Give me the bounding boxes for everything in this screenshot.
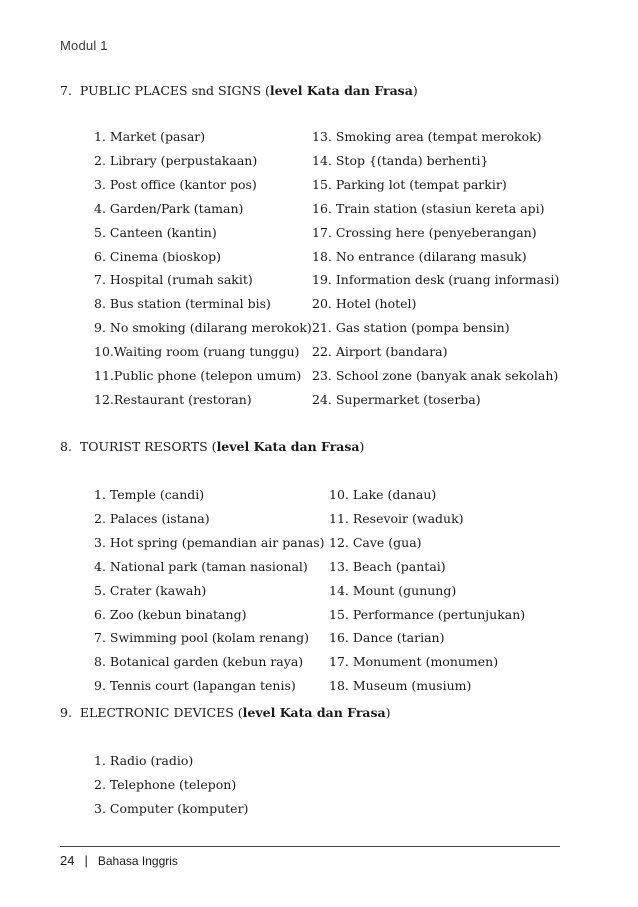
list-item: 7. Hospital (rumah sakit)	[94, 272, 253, 288]
list-item: 10.Waiting room (ruang tunggu)	[94, 344, 300, 360]
book-title: Bahasa Inggris	[97, 854, 178, 868]
list-item: 14. Stop {(tanda) berhenti}	[312, 152, 489, 168]
section-title-close: )	[385, 705, 391, 720]
footer-separator: |	[84, 853, 88, 868]
list-item: 16. Train station (stasiun kereta api)	[312, 200, 545, 216]
list-item: 22. Airport (bandara)	[312, 344, 448, 360]
list-item: 8. Botanical garden (kebun raya)	[94, 654, 304, 670]
section-title-tourist-resorts	[60, 439, 364, 454]
module-header: Modul 1	[60, 38, 108, 53]
list-item: 17. Monument (monumen)	[329, 654, 499, 670]
footer-divider	[60, 846, 560, 847]
section-title-electronic-devices	[60, 705, 391, 720]
list-item: 13. Beach (pantai)	[329, 558, 446, 574]
list-item: 2. Library (perpustakaan)	[94, 152, 258, 168]
list-item: 6. Cinema (bioskop)	[94, 248, 221, 264]
list-item: 2. Palaces (istana)	[94, 510, 210, 526]
section-title-text: TOURIST RESORTS (	[79, 439, 217, 454]
section-title-close: )	[359, 439, 365, 454]
list-item: 17. Crossing here (penyeberangan)	[312, 224, 537, 240]
list-item: 4. Garden/Park (taman)	[94, 200, 244, 216]
list-item: 24. Supermarket (toserba)	[312, 391, 481, 407]
list-item: 18. No entrance (dilarang masuk)	[312, 248, 527, 264]
list-item: 15. Performance (pertunjukan)	[329, 606, 526, 622]
list-item: 2. Telephone (telepon)	[94, 776, 237, 792]
section-title-text: PUBLIC PLACES snd SIGNS (	[79, 83, 270, 98]
page-number: 24	[60, 853, 75, 868]
list-item: 5. Crater (kawah)	[94, 582, 207, 598]
list-item: 21. Gas station (pompa bensin)	[312, 320, 510, 336]
list-item: 6. Zoo (kebun binatang)	[94, 606, 247, 622]
page-footer	[60, 853, 178, 868]
section-title-level: level Kata dan Frasa	[242, 705, 386, 720]
list-item: 10. Lake (danau)	[329, 487, 437, 502]
section-title-close: )	[412, 83, 418, 98]
section-title-level: level Kata dan Frasa	[216, 439, 360, 454]
list-item: 13. Smoking area (tempat merokok)	[312, 129, 542, 144]
list-item: 19. Information desk (ruang informasi)	[312, 272, 560, 288]
list-item: 5. Canteen (kantin)	[94, 224, 217, 240]
list-item: 9. Tennis court (lapangan tenis)	[94, 678, 296, 694]
section-number: 7.	[60, 83, 72, 98]
list-item: 18. Museum (musium)	[329, 678, 472, 694]
section-title-text: ELECTRONIC DEVICES (	[79, 705, 243, 720]
list-item: 11. Resevoir (waduk)	[329, 510, 464, 526]
list-item: 4. National park (taman nasional)	[94, 558, 308, 574]
list-item: 11.Public phone (telepon umum)	[94, 368, 302, 383]
section-number: 8.	[60, 439, 72, 454]
section-title-public-places	[60, 83, 418, 98]
list-item: 3. Hot spring (pemandian air panas)	[94, 534, 325, 550]
list-item: 7. Swimming pool (kolam renang)	[94, 630, 309, 646]
list-item: 8. Bus station (terminal bis)	[94, 296, 271, 312]
list-item: 12.Restaurant (restoran)	[94, 391, 252, 407]
list-item: 15. Parking lot (tempat parkir)	[312, 176, 507, 192]
list-item: 1. Temple (candi)	[94, 487, 205, 502]
list-item: 1. Market (pasar)	[94, 129, 206, 144]
list-item: 3. Computer (komputer)	[94, 800, 249, 816]
section-title-level: level Kata dan Frasa	[269, 83, 413, 98]
list-item: 1. Radio (radio)	[94, 753, 194, 768]
section-number: 9.	[60, 705, 72, 720]
list-item: 20. Hotel (hotel)	[312, 296, 417, 312]
list-item: 14. Mount (gunung)	[329, 582, 457, 598]
list-item: 16. Dance (tarian)	[329, 630, 445, 646]
list-item: 12. Cave (gua)	[329, 534, 422, 550]
list-item: 9. No smoking (dilarang merokok)	[94, 320, 312, 336]
list-item: 3. Post office (kantor pos)	[94, 176, 257, 192]
list-item: 23. School zone (banyak anak sekolah)	[312, 368, 559, 383]
